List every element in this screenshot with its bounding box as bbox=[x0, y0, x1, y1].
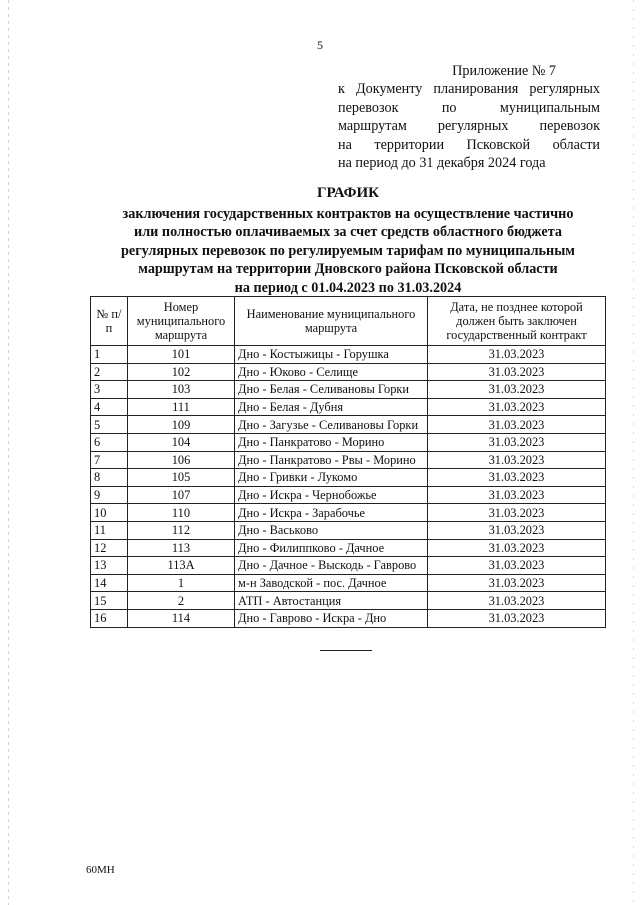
table-body bbox=[91, 346, 606, 628]
route-number-cell: 112 bbox=[128, 521, 235, 539]
appendix-title: Приложение № 7 bbox=[452, 63, 556, 79]
row-number-cell: 13 bbox=[91, 557, 128, 575]
route-name-cell: Дно - Загузье - Селивановы Горки bbox=[235, 416, 428, 434]
route-number-cell: 106 bbox=[128, 451, 235, 469]
deadline-date-cell: 31.03.2023 bbox=[428, 521, 606, 539]
table-row bbox=[91, 521, 606, 539]
scan-edge-right bbox=[633, 0, 634, 905]
route-name-cell: Дно - Панкратово - Морино bbox=[235, 433, 428, 451]
row-number-cell: 6 bbox=[91, 433, 128, 451]
route-name-cell: Дно - Искра - Чернобожье bbox=[235, 486, 428, 504]
schedule-table bbox=[90, 296, 606, 628]
deadline-date-cell: 31.03.2023 bbox=[428, 574, 606, 592]
route-number-cell: 101 bbox=[128, 346, 235, 364]
page-number: 5 bbox=[317, 38, 323, 52]
header-number: № п/п bbox=[91, 297, 128, 346]
header-route-number: Номер муниципального маршрута bbox=[128, 297, 235, 346]
deadline-date-cell: 31.03.2023 bbox=[428, 592, 606, 610]
route-name-cell: Дно - Искра - Зарабочье bbox=[235, 504, 428, 522]
table-row bbox=[91, 486, 606, 504]
subtitle-line: на период с 01.04.2023 по 31.03.2024 bbox=[234, 279, 462, 296]
appendix-line: на период до 31 декабря 2024 года bbox=[338, 155, 546, 172]
row-number-cell: 2 bbox=[91, 363, 128, 381]
route-name-cell: Дно - Васьково bbox=[235, 521, 428, 539]
route-number-cell: 2 bbox=[128, 592, 235, 610]
row-number-cell: 4 bbox=[91, 398, 128, 416]
route-name-cell: Дно - Гаврово - Искра - Дно bbox=[235, 609, 428, 627]
header-route-name: Наименование муниципального маршрута bbox=[235, 297, 428, 346]
deadline-date-cell: 31.03.2023 bbox=[428, 557, 606, 575]
route-name-cell: Дно - Костыжицы - Горушка bbox=[235, 346, 428, 364]
route-name-cell: Дно - Белая - Дубня bbox=[235, 398, 428, 416]
end-divider bbox=[320, 650, 372, 651]
route-number-cell: 107 bbox=[128, 486, 235, 504]
row-number-cell: 7 bbox=[91, 451, 128, 469]
table-row bbox=[91, 433, 606, 451]
row-number-cell: 14 bbox=[91, 574, 128, 592]
appendix-block bbox=[338, 62, 600, 172]
table-header-row bbox=[91, 297, 606, 346]
row-number-cell: 5 bbox=[91, 416, 128, 434]
row-number-cell: 16 bbox=[91, 609, 128, 627]
table-row bbox=[91, 557, 606, 575]
row-number-cell: 15 bbox=[91, 592, 128, 610]
subtitle-line: или полностью оплачиваемых за счет средств областного бюджета bbox=[134, 224, 562, 241]
route-name-cell: Дно - Дачное - Выскодь - Гаврово bbox=[235, 557, 428, 575]
subtitle-line: маршрутам на территории Дновского района Псковской области bbox=[138, 261, 558, 278]
appendix-line: к Документу планирования регулярных bbox=[338, 81, 600, 98]
route-name-cell: Дно - Белая - Селивановы Горки bbox=[235, 381, 428, 399]
route-number-cell: 104 bbox=[128, 433, 235, 451]
deadline-date-cell: 31.03.2023 bbox=[428, 451, 606, 469]
table-row bbox=[91, 416, 606, 434]
table-row bbox=[91, 381, 606, 399]
route-name-cell: Дно - Филиппково - Дачное bbox=[235, 539, 428, 557]
deadline-date-cell: 31.03.2023 bbox=[428, 609, 606, 627]
document-heading bbox=[90, 184, 606, 298]
row-number-cell: 1 bbox=[91, 346, 128, 364]
table-row bbox=[91, 504, 606, 522]
deadline-date-cell: 31.03.2023 bbox=[428, 381, 606, 399]
route-name-cell: Дно - Юково - Селище bbox=[235, 363, 428, 381]
appendix-line: на территории Псковской области bbox=[338, 136, 600, 153]
table-row bbox=[91, 574, 606, 592]
row-number-cell: 11 bbox=[91, 521, 128, 539]
route-name-cell: Дно - Гривки - Лукомо bbox=[235, 469, 428, 487]
deadline-date-cell: 31.03.2023 bbox=[428, 398, 606, 416]
route-number-cell: 109 bbox=[128, 416, 235, 434]
deadline-date-cell: 31.03.2023 bbox=[428, 433, 606, 451]
route-number-cell: 111 bbox=[128, 398, 235, 416]
route-number-cell: 114 bbox=[128, 609, 235, 627]
subtitle-line: заключения государственных контрактов на осуществление частично bbox=[122, 205, 574, 222]
table-row bbox=[91, 451, 606, 469]
route-name-cell: АТП - Автостанция bbox=[235, 592, 428, 610]
deadline-date-cell: 31.03.2023 bbox=[428, 416, 606, 434]
row-number-cell: 9 bbox=[91, 486, 128, 504]
deadline-date-cell: 31.03.2023 bbox=[428, 486, 606, 504]
table-row bbox=[91, 609, 606, 627]
route-name-cell: м-н Заводской - пос. Дачное bbox=[235, 574, 428, 592]
appendix-line: перевозок по муниципальным bbox=[338, 99, 600, 116]
route-name-cell: Дно - Панкратово - Рвы - Морино bbox=[235, 451, 428, 469]
route-number-cell: 113 bbox=[128, 539, 235, 557]
deadline-date-cell: 31.03.2023 bbox=[428, 363, 606, 381]
route-number-cell: 103 bbox=[128, 381, 235, 399]
route-number-cell: 113А bbox=[128, 557, 235, 575]
route-number-cell: 1 bbox=[128, 574, 235, 592]
scan-edge-left bbox=[8, 0, 9, 905]
header-deadline-date: Дата, не позднее которой должен быть заключен государственный контракт bbox=[428, 297, 606, 346]
deadline-date-cell: 31.03.2023 bbox=[428, 504, 606, 522]
deadline-date-cell: 31.03.2023 bbox=[428, 346, 606, 364]
table-row bbox=[91, 539, 606, 557]
footer-code: 60МН bbox=[86, 864, 115, 876]
deadline-date-cell: 31.03.2023 bbox=[428, 539, 606, 557]
document-title: ГРАФИК bbox=[316, 185, 380, 201]
table-row bbox=[91, 398, 606, 416]
table-row bbox=[91, 469, 606, 487]
subtitle-line: регулярных перевозок по регулируемым тарифам по муниципальным bbox=[121, 242, 575, 259]
row-number-cell: 3 bbox=[91, 381, 128, 399]
row-number-cell: 8 bbox=[91, 469, 128, 487]
table-row bbox=[91, 592, 606, 610]
route-number-cell: 102 bbox=[128, 363, 235, 381]
route-number-cell: 105 bbox=[128, 469, 235, 487]
table-row bbox=[91, 363, 606, 381]
row-number-cell: 12 bbox=[91, 539, 128, 557]
row-number-cell: 10 bbox=[91, 504, 128, 522]
route-number-cell: 110 bbox=[128, 504, 235, 522]
deadline-date-cell: 31.03.2023 bbox=[428, 469, 606, 487]
appendix-line: маршрутам регулярных перевозок bbox=[338, 118, 600, 135]
table-row bbox=[91, 346, 606, 364]
